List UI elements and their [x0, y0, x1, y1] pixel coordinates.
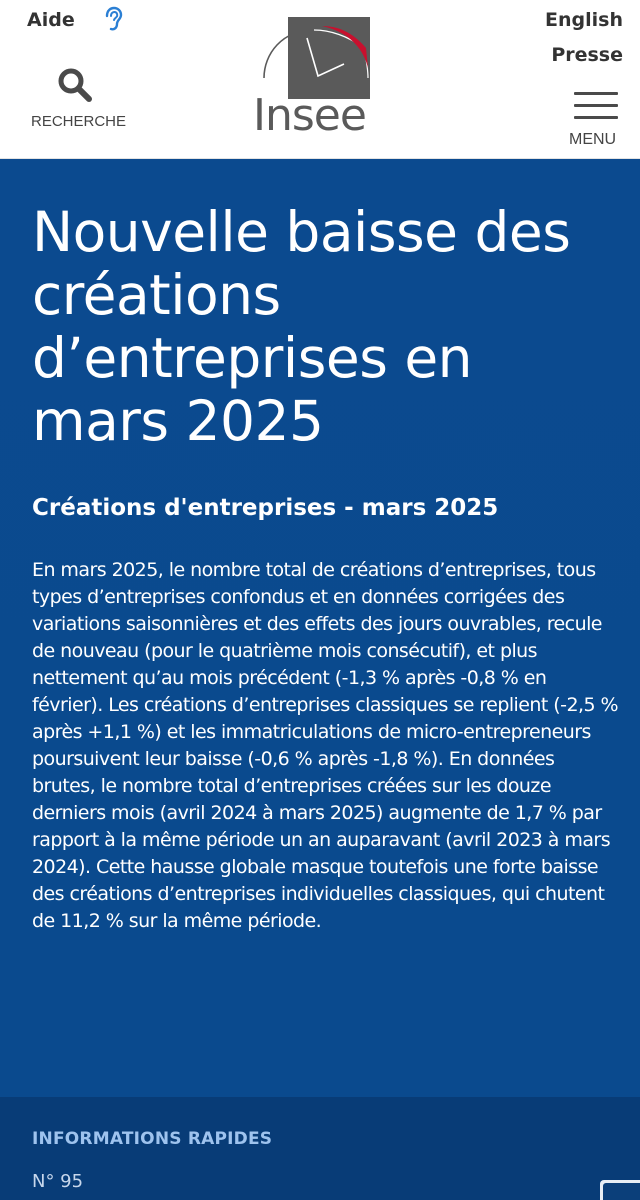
search-label: RECHERCHE [31, 113, 127, 130]
article-subtitle: Créations d'entreprises - mars 2025 [32, 495, 499, 521]
hamburger-menu-icon [574, 92, 618, 120]
insee-logo[interactable] [252, 14, 378, 141]
presse-link[interactable]: Presse [551, 44, 623, 66]
logo-text: Insee [253, 90, 366, 141]
site-header [0, 0, 640, 159]
article-summary: En mars 2025, le nombre total de créations d’entreprises, tous types d’entreprises confondus et en données corrigées des variations saisonnières et des effets des jours ouvrables, recule de nouveau (pour le quatrième mois consécutif), et plus nettement qu’au mois précédent (-1,3 % après -0,8 % en février). Les créations d’entreprises classiques se replient (-2,5 % après +1,1 %) et les immatriculations de micro-entrepreneurs poursuivent leur baisse (-0,6 % après -1,8 %). En données brutes, le nombre total d’entreprises créées sur les douze derniers mois (avril 2024 à mars 2025) augmente de 1,7 % par rapport à la même période un an auparavant (avril 2023 à mars 2024). Cette hausse globale masque toutefois une forte baisse des créations d’entreprises individuelles classiques, qui chutent de 11,2 % sur la même période. [32, 559, 619, 932]
publication-number: N° 95 [32, 1171, 84, 1192]
publication-type: INFORMATIONS RAPIDES [32, 1129, 273, 1149]
search-button[interactable] [24, 66, 136, 136]
menu-label: MENU [569, 131, 617, 148]
article-hero [0, 159, 640, 1097]
english-link[interactable]: English [545, 9, 623, 31]
aide-link[interactable]: Aide [27, 9, 75, 31]
menu-button[interactable] [560, 90, 626, 152]
scroll-to-top-button[interactable] [600, 1180, 640, 1200]
publication-info [0, 1097, 640, 1200]
page-title: Nouvelle baisse des créations d’entreprises en mars 2025 [32, 200, 571, 453]
search-icon [56, 66, 96, 106]
ear-icon[interactable] [102, 6, 124, 32]
